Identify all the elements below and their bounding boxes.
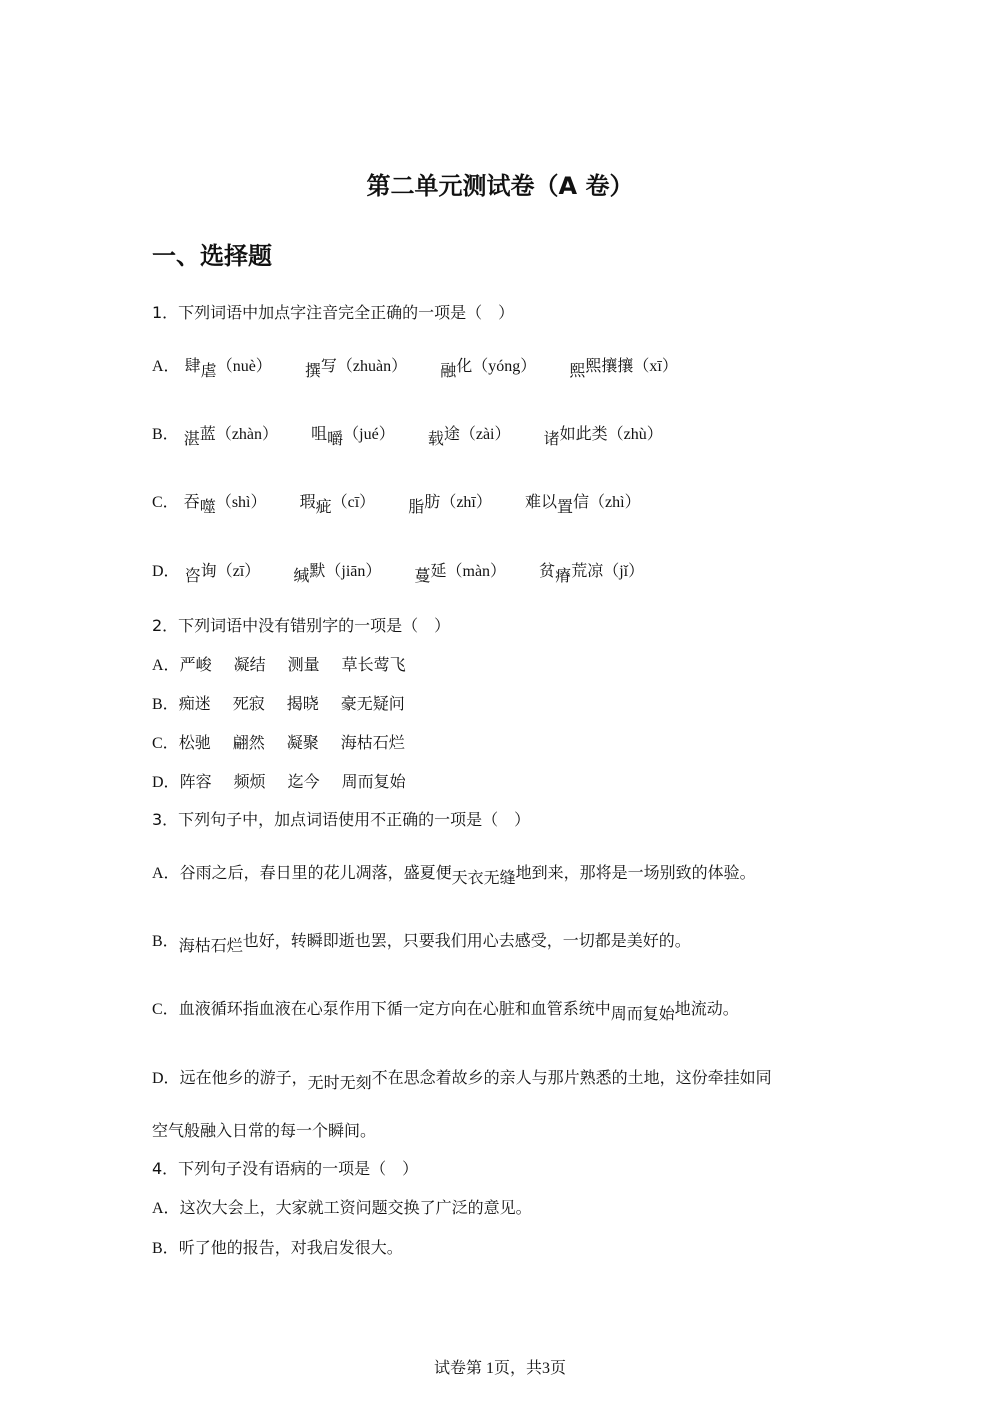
word: 频烦 xyxy=(233,772,266,791)
option-label: A． xyxy=(152,865,180,882)
option-label: B． xyxy=(152,426,179,443)
option-label: B． xyxy=(152,1240,179,1257)
option-label: B． xyxy=(152,933,179,950)
question-3-option-d-continued: 空气般融入日常的每一个瞬间。 xyxy=(152,1121,377,1140)
question-3-stem: 3．下列句子中，加点词语使用不正确的一项是（ ） xyxy=(152,810,531,829)
marked-phrase: 周而复始 xyxy=(610,1004,675,1023)
option-item: 咀嚼（jué） xyxy=(311,424,395,448)
option-item: 脂肪（zhī） xyxy=(408,492,492,516)
word: 松驰 xyxy=(178,733,211,752)
word: 痴迷 xyxy=(178,694,211,713)
question-1-option-b xyxy=(152,423,663,446)
word: 严峻 xyxy=(179,655,212,674)
word: 翩然 xyxy=(232,733,265,752)
option-item: 载途（zài） xyxy=(427,424,511,448)
word: 迄今 xyxy=(287,772,320,791)
option-label: B． xyxy=(152,696,179,713)
question-4-option-a xyxy=(152,1197,532,1220)
question-3-option-d: D．远在他乡的游子，无时无刻不在思念着故乡的亲人与那片熟悉的土地，这份牵挂如同 xyxy=(152,1068,772,1092)
option-item: 瑕疵（cī） xyxy=(299,492,376,516)
option-item: 蔓延（màn） xyxy=(414,561,507,585)
question-3-option-b: B．海枯石烂也好，转瞬即逝也罢，只要我们用心去感受，一切都是美好的。 xyxy=(152,931,691,955)
question-2-option-d xyxy=(152,771,406,794)
page-footer: 试卷第 1页，共3页 xyxy=(433,1360,566,1377)
question-1-option-c xyxy=(152,491,641,514)
question-1-stem: 1．下列词语中加点字注音完全正确的一项是（ ） xyxy=(152,303,515,322)
option-item: 撰写（zhuàn） xyxy=(304,356,408,380)
option-label: C． xyxy=(152,494,179,511)
option-label: A． xyxy=(152,657,180,674)
option-item: 湛蓝（zhàn） xyxy=(183,424,279,448)
option-text: 这次大会上，大家就工资问题交换了广泛的意见。 xyxy=(179,1198,532,1217)
question-3-option-c: C．血液循环指血液在心泵作用下循一定方向在心脏和血管系统中周而复始地流动。 xyxy=(152,999,739,1023)
option-label: C． xyxy=(152,735,179,752)
word: 海枯石烂 xyxy=(340,733,405,752)
word: 凝聚 xyxy=(286,733,319,752)
question-4-option-b xyxy=(152,1237,403,1260)
marked-phrase: 天衣无缝 xyxy=(451,868,516,887)
word: 周而复始 xyxy=(341,772,406,791)
question-2-option-c xyxy=(152,732,405,755)
word: 凝结 xyxy=(233,655,266,674)
option-item: 吞噬（shì） xyxy=(183,492,267,516)
question-4-stem: 4．下列句子没有语病的一项是（ ） xyxy=(152,1159,419,1178)
question-1-option-a xyxy=(152,355,678,378)
word: 测量 xyxy=(287,655,320,674)
option-item: 肆虐（nuè） xyxy=(184,356,272,380)
option-item: 缄默（jiān） xyxy=(293,561,382,585)
question-3-option-a: A．谷雨之后，春日里的花儿凋落，盛夏便天衣无缝地到来，那将是一场别致的体验。 xyxy=(152,863,756,887)
option-item: 融化（yóng） xyxy=(440,356,537,380)
section-heading: 一、选择题 xyxy=(152,242,272,270)
page-title: 第二单元测试卷（A 卷） xyxy=(366,172,634,200)
word: 豪无疑问 xyxy=(340,694,405,713)
marked-phrase: 海枯石烂 xyxy=(178,936,243,955)
question-1-option-d xyxy=(152,560,644,583)
option-label: A． xyxy=(152,1200,180,1217)
option-label: D． xyxy=(152,774,180,791)
word: 阵容 xyxy=(179,772,212,791)
word: 草长莺飞 xyxy=(341,655,406,674)
option-item: 咨询（zī） xyxy=(184,561,261,585)
word: 揭晓 xyxy=(286,694,319,713)
marked-phrase: 无时无刻 xyxy=(307,1073,372,1092)
option-label: D． xyxy=(152,563,180,580)
option-label: A． xyxy=(152,358,180,375)
option-text: 听了他的报告，对我启发很大。 xyxy=(178,1238,403,1257)
question-2-option-a xyxy=(152,654,406,677)
option-item: 贫瘠荒凉（jǐ） xyxy=(539,561,645,585)
option-item: 难以置信（zhì） xyxy=(524,492,641,516)
question-2-stem: 2．下列词语中没有错别字的一项是（ ） xyxy=(152,616,451,635)
option-item: 诸如此类（zhù） xyxy=(543,424,663,448)
option-label: D． xyxy=(152,1070,180,1087)
word: 死寂 xyxy=(232,694,265,713)
option-label: C． xyxy=(152,1001,179,1018)
option-item: 熙熙攘攘（xī） xyxy=(569,356,678,380)
question-2-option-b xyxy=(152,693,405,716)
